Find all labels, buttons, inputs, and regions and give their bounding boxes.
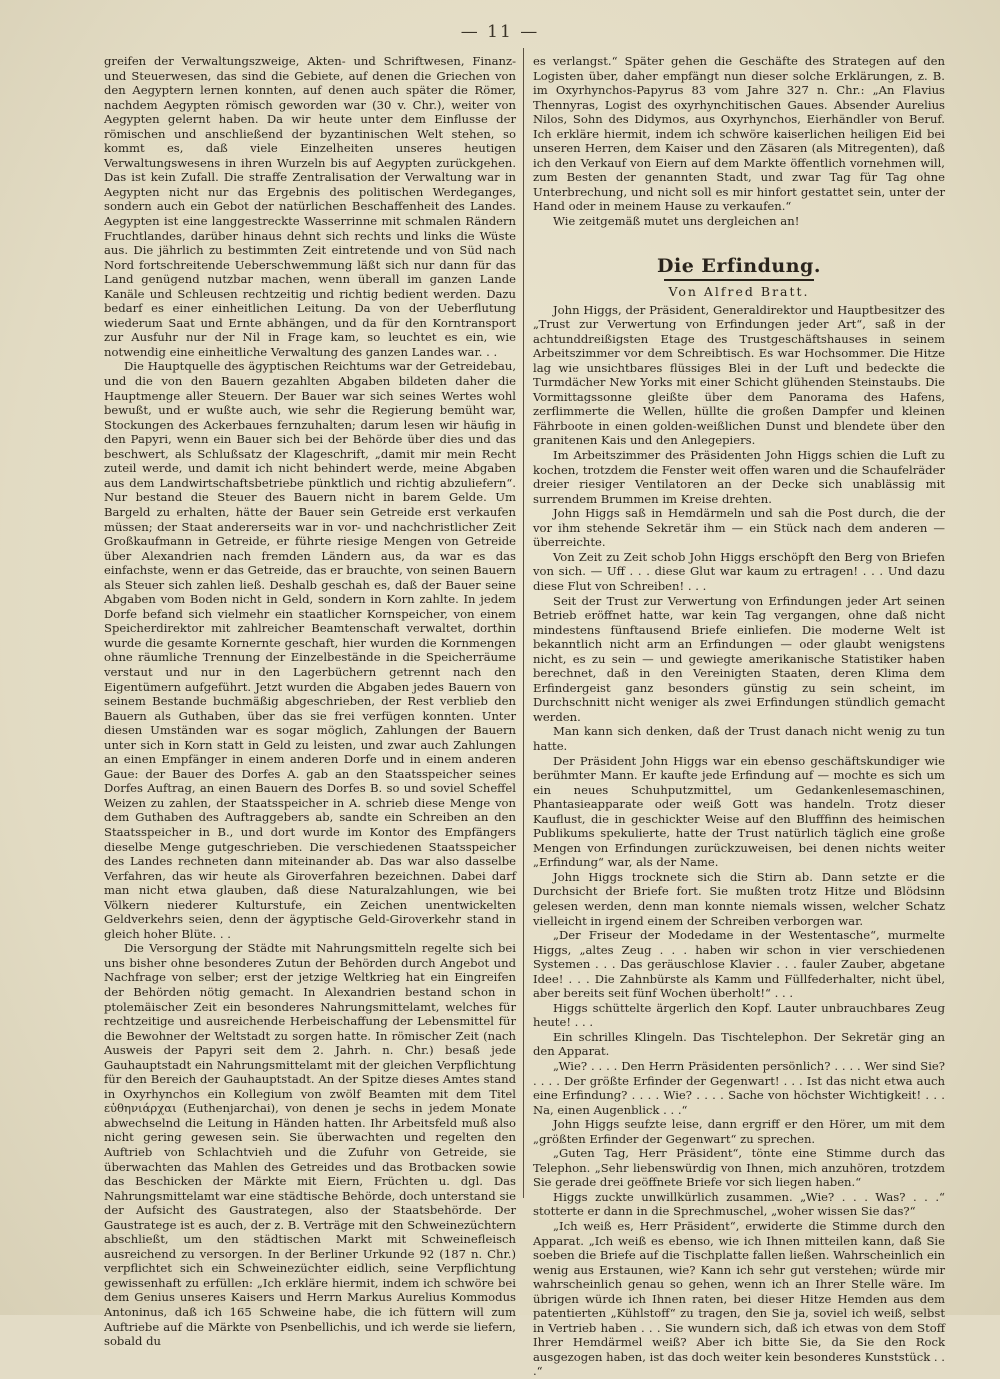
article-paragraph: Higgs schüttelte ärgerlich den Kopf. Lauter unbrauchbares Zeug heute! . . . — [533, 1000, 945, 1030]
article-paragraph: „Guten Tag, Herr Präsident“, tönte eine Stimme durch das Telephon. „Sehr liebenswürdig von Ihnen, mich anzuhören, trotzdem Sie gerade drei geöffnete Briefe vor sich liegen haben.“ — [533, 1146, 945, 1190]
right-column — [533, 54, 945, 1379]
article-paragraph: „Der Friseur der Modedame in der Westentasche“, murmelte Higgs, „altes Zeug . . . haben wir schon in vier verschiedenen Systemen . . . Das geräuschlose Klavier . . . fauler Zauber, abgetane Idee! . . . Die Zahnbürste als Kamm und Füllfederhalter, nicht übel, aber bereits seit fünf Wochen überholt!“ . . . — [533, 928, 945, 1001]
article-paragraph: John Higgs saß in Hemdärmeln und sah die Post durch, die der vor ihm stehende Sekretär ihm — ein Stück nach dem anderen — überreichte. — [533, 506, 945, 550]
article-paragraph: John Higgs, der Präsident, Generaldirektor und Hauptbesitzer des „Trust zur Verwertung von Erfindungen jeder Art“, saß in der achtunddreißigsten Etage des Trustgeschäftshauses in seinem Arbeitszimmer vor dem Schreibtisch. Es war Hochsommer. Die Hitze lag wie unsichtbares flüssiges Blei in der Luft und bedeckte die Turmdächer New Yorks mit einer Schicht glühenden Steinstaubs. Die Vormittagssonne gleißte über dem Panorama des Hafens, zerflimmerte die Wellen, hüllte die großen Dampfer und kleinen Fährboote in einen golden-weißlichen Dunst und blendete über den granitenen Kais und den Anlegepiers. — [533, 302, 945, 448]
article-paragraph: Ein schrilles Klingeln. Das Tischtelephon. Der Sekretär ging an den Apparat. — [533, 1029, 945, 1059]
article-header — [533, 255, 945, 299]
article-paragraph: Von Zeit zu Zeit schob John Higgs erschöpft den Berg von Briefen von sich. — Uff . . . diese Glut war kaum zu ertragen! . . . Und dazu diese Flut von Schreiben! . . . — [533, 549, 945, 593]
left-paragraph-1: greifen der Verwaltungszweige, Akten- und Schriftwesen, Finanz- und Steuerwesen, das sind die Gebiete, auf denen die Griechen von den Aegyptern lernen konnten, auf denen auch später die Römer, nachdem Aegypten römisch geworden war (30 v. Chr.), weiter von Aegypten gelernt haben. Da wir heute unter dem Einflusse der römischen und anschließend der byzantinischen Welt stehen, so kommt es, daß viele Einzelheiten unseres heutigen Verwaltungswesens in ihren Wurzeln bis auf Aegypten zurückgehen. Das ist kein Zufall. Die straffe Zentralisation der Verwaltung war in Aegypten nicht nur das Ergebnis des politischen Werdeganges, sondern auch ein Gebot der natürlichen Beschaffenheit des Landes. Aegypten ist eine langgestreckte Wasserrinne mit schmalen Rändern Fruchtlandes, darüber hinaus dehnt sich rechts und links die Wüste aus. Die jährlich zu bestimmten Zeit eintretende und von Süd nach Nord fortschreitende Ueberschwemmung läßt sich nur dann für das Land genügend nutzbar machen, wenn überall im ganzen Lande Kanäle und Schleusen rechtzeitig und richtig bedient werden. Dazu bedarf es einer einheitlichen Leitung. Da von der Ueberflutung wiederum Saat und Ernte abhängen, und da für den Korntransport zur Ausfuhr nur der Nil in Frage kam, so leuchtet es ein, wie notwendig eine einheitliche Verwaltung des ganzen Landes war. . . — [104, 54, 516, 359]
article-paragraph: Man kann sich denken, daß der Trust danach nicht wenig zu tun hatte. — [533, 724, 945, 753]
article-paragraph: Higgs zuckte unwillkürlich zusammen. „Wie? . . . Was? . . .“ stotterte er dann in die Sprechmuschel, „woher wissen Sie das?“ — [533, 1189, 945, 1219]
column-divider — [523, 48, 524, 1198]
right-paragraph-1: es verlangst.“ Später gehen die Geschäfte des Strategen auf den Logisten über, daher empfängt nun dieser solche Erklärungen, z. B. im Oxyrhynchos-Papyrus 83 vom Jahre 327 n. Chr.: „An Flavius Thennyras, Logist des oxyrhynchitischen Gaues. Absender Aurelius Nilos, Sohn des Didymos, aus Oxyrhynchos, Eierhändler von Beruf. Ich erkläre hiermit, indem ich schwöre kaiserlichen heiligen Eid bei unseren Herren, dem Kaiser und den Zäsaren (als Mitregenten), daß ich den Verkauf von Eiern auf dem Markte öffentlich vornehmen will, zum Besten der genannten Stadt, und zwar Tag für Tag ohne Unterbrechung, und nicht soll es mir hinfort gestattet sein, unter der Hand oder in meinem Hause zu verkaufen.“ — [533, 54, 945, 214]
left-column — [104, 54, 516, 1349]
article-title: Die Erfindung. — [657, 254, 821, 277]
article-body — [533, 303, 945, 1379]
article-byline: Von Alfred Bratt. — [668, 283, 810, 299]
article-paragraph: Im Arbeitszimmer des Präsidenten John Higgs schien die Luft zu kochen, trotzdem die Fenster weit offen waren und die Schaufelräder dreier riesiger Ventilatoren an der Decke sich unablässig mit surrendem Brummen im Kreise drehten. — [533, 448, 945, 506]
article-paragraph: Seit der Trust zur Verwertung von Erfindungen jeder Art seinen Betrieb eröffnet hatte, war kein Tag vergangen, ohne daß nicht mindestens fünftausend Briefe einliefen. Die moderne Welt ist bekanntlich nicht arm an Erfindungen — oder glaubt wenigstens nicht, es zu sein — und gewiegte amerikanische Statistiker haben berechnet, daß in den Vereinigten Staaten, deren Klima dem Erfindergeist ganz besonders günstig zu sein scheint, im Durchschnitt nicht weniger als zwei Erfindungen stündlich gemacht werden. — [533, 593, 945, 724]
left-paragraph-3: Die Versorgung der Städte mit Nahrungsmitteln regelte sich bei uns bisher ohne besonderes Zutun der Behörden durch Angebot und Nachfrage von selber; erst der jetzige Weltkrieg hat ein Eingreifen der Behörden nötig gemacht. In Alexandrien bestand schon in ptolemäischer Zeit ein besonderes Nahrungsmittelamt, welches für rechtzeitige und ausreichende Herbeischaffung der Lebensmittel für die Bewohner der Weltstadt zu sorgen hatte. In römischer Zeit (nach Ausweis der Papyri seit dem 2. Jahrh. n. Chr.) besaß jede Gauhauptstadt ein Nahrungsmittelamt mit der gleichen Verpflichtung für den Bereich der Gauhauptstadt. An der Spitze dieses Amtes stand in Oxyrhynchos ein Kollegium von zwölf Beamten mit dem Titel εὐθηνιάρχαι (Euthenjarchai), von denen je sechs in jedem Monate abwechselnd die Leitung in Händen hatten. Ihr Arbeitsfeld muß also nicht gering gewesen sein. Sie überwachten und regelten den Auftrieb von Schlachtvieh und die Zufuhr von Getreide, sie überwachten das Mahlen des Getreides und das Brotbacken sowie das Beschicken der Märkte mit Eiern, Früchten u. dgl. Das Nahrungsmittelamt war eine städtische Behörde, doch unterstand sie der Aufsicht des Gaustrategen, also der Staatsbehörde. Der Gaustratege ist es auch, der z. B. Verträge mit den Schweinezüchtern abschließt, um den städtischen Markt mit Schweinefleisch ausreichend zu versorgen. In der Berliner Urkunde 92 (187 n. Chr.) verpflichtet sich ein Schweinezüchter eidlich, seine Verpflichtung gewissenhaft zu erfüllen: „Ich erkläre hiermit, indem ich schwöre bei dem Genius unseres Kaisers und Herrn Markus Aurelius Kommodus Antoninus, daß ich 165 Schweine habe, die ich füttern will zum Auftriebe auf die Märkte von Psenbellichis, und ich werde sie liefern, sobald du — [104, 941, 516, 1349]
article-paragraph: „Ich weiß es, Herr Präsident“, erwiderte die Stimme durch den Apparat. „Ich weiß es ebenso, wie ich Ihnen mitteilen kann, daß Sie soeben die Briefe auf die Tischplatte fallen ließen. Wahrscheinlich ein wenig aus Erstaunen, wie? Kann ich sehr gut verstehen; würde mir wahrscheinlich genau so gehen, wenn ich an Ihrer Stelle wäre. Im übrigen würde ich Ihnen raten, bei dieser Hitze Hemden aus dem patentierten „Kühlstoff“ zu tragen, den Sie ja, soviel ich weiß, selbst in Vertrieb haben . . . Sie wundern sich, daß ich etwas von dem Stoff Ihrer Hemdärmel weiß? Aber ich bitte Sie, da Sie den Rock ausgezogen haben, ist das doch weiter kein besonderes Kunststück . . .“ — [533, 1219, 945, 1379]
left-paragraph-2: Die Hauptquelle des ägyptischen Reichtums war der Getreidebau, und die von den Bauern gezahlten Abgaben bildeten daher die Hauptmenge aller Steuern. Der Bauer war sich seines Wertes wohl bewußt, und er wußte auch, wie sehr die Regierung bemüht war, Stockungen des Ackerbaues fernzuhalten; darum lesen wir häufig in den Papyri, wenn ein Bauer sich bei der Behörde über dies und das beschwert, als Schlußsatz der Klageschrift, „damit mir mein Recht zuteil werde, und damit ich nicht behindert werde, meine Abgaben aus dem Landwirtschaftsbetriebe pünktlich und richtig abzuliefern“. Nur bestand die Steuer des Bauern nicht in barem Gelde. Um Bargeld zu erhalten, hätte der Bauer sein Getreide erst verkaufen müssen; der Staat andererseits war in vor- und nachchristlicher Zeit Großkaufmann in Getreide, er führte riesige Mengen von Getreide über Alexandrien nach fremden Ländern aus, da war es das einfachste, wenn er das Getreide, das er brauchte, von seinen Bauern als Steuer sich zahlen ließ. Deshalb geschah es, daß der Bauer seine Abgaben vom Boden nicht in Geld, sondern in Korn zahlte. In jedem Dorfe befand sich vielmehr ein staatlicher Kornspeicher, von einem Speicherdirektor mit zahlreicher Beamtenschaft verwaltet, dorthin wurde die gesamte Kornernte geschaft, hier wurden die Kornmengen ohne räumliche Trennung der Einzelbestände in die Speicherräume verstaut und nur in den Lagerbüchern getrennt nach den Eigentümern aufgeführt. Jetzt wurden die Abgaben jedes Bauern von seinem Bestande buchmäßig abgeschrieben, der Rest verblieb den Bauern als Guthaben, über das sie frei verfügen konnten. Unter diesen Umständen war es sogar möglich, Zahlungen der Bauern unter sich in Korn statt in Geld zu leisten, und zwar auch Zahlungen an einen Empfänger in einem anderen Dorfe und in einem anderen Gaue: der Bauer des Dorfes A. gab an den Staatsspeicher seines Dorfes Auftrag, an einen Bauern des Dorfes B. so und soviel Scheffel Weizen zu zahlen, der Staatsspeicher in A. schrieb diese Menge von dem Guthaben des Auftraggebers ab, sandte ein Schreiben an den Staatsspeicher in B., und dort wurde im Kontor des Empfängers dieselbe Menge gutgeschrieben. Die verschiedenen Staatsspeicher des Landes rechneten dann miteinander ab. Das war also dasselbe Verfahren, das wir heute als Giroverfahren bezeichnen. Dabei darf man nicht etwa glauben, daß diese Naturalzahlungen, wie bei Völkern niederer Kulturstufe, ein Zeichen unentwickelten Geldverkehrs seien, denn der ägyptische Geld-Giroverkehr stand in gleich hoher Blüte. . . — [104, 359, 516, 941]
article-paragraph: „Wie? . . . . Den Herrn Präsidenten persönlich? . . . . Wer sind Sie? . . . . Der größte Erfinder der Gegenwart! . . . Ist das nicht etwa auch eine Erfindung? . . . . Wie? . . . . Sache von höchster Wichtigkeit! . . . Na, einen Augenblick . . .“ — [533, 1059, 945, 1117]
right-paragraph-2: Wie zeitgemäß mutet uns dergleichen an! — [553, 214, 800, 229]
article-paragraph: Der Präsident John Higgs war ein ebenso geschäftskundiger wie berühmter Mann. Er kaufte jede Erfindung auf — mochte es sich um ein neues Schuhputzmittel, um Gedankenlesemaschinen, Phantasieapparate oder weiß Gott was handeln. Trotz dieser Kauflust, die in geschickter Weise auf den Blufffinn des heimischen Publikums spekulierte, hatte der Trust natürlich täglich eine große Mengen von Erfindungen zurückzuweisen, bei denen nichts weiter „Erfindung“ war, als der Name. — [533, 753, 945, 870]
article-paragraph: John Higgs seufzte leise, dann ergriff er den Hörer, um mit dem „größten Erfinder der Gegenwart“ zu sprechen. — [533, 1117, 945, 1146]
page-number: — 11 — — [460, 22, 540, 42]
title-rule — [664, 279, 814, 281]
article-paragraph: John Higgs trocknete sich die Stirn ab. Dann setzte er die Durchsicht der Briefe fort. Sie mußten trotz Hitze und Blödsinn gelesen werden, denn man konnte niemals wissen, welcher Schatz vielleicht in irgend einem der Schreiben verborgen war. — [533, 869, 945, 928]
